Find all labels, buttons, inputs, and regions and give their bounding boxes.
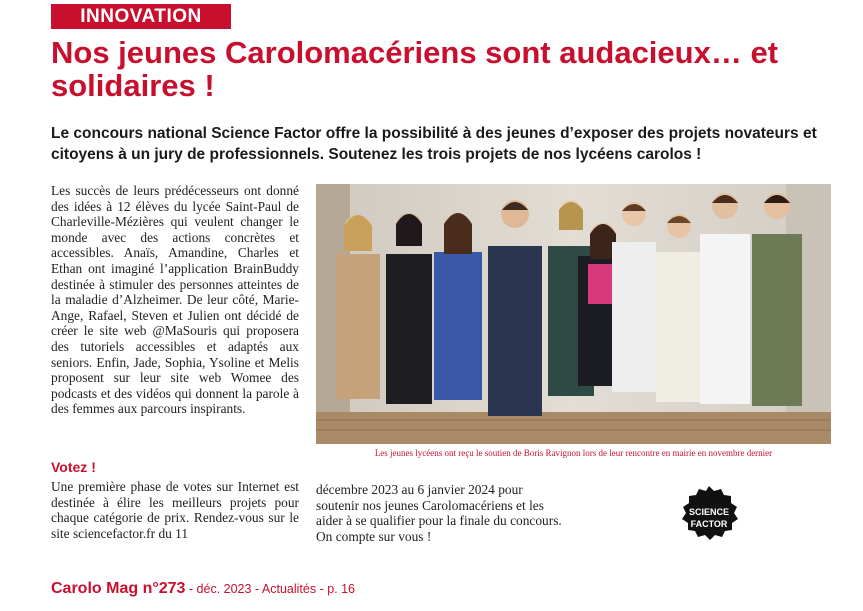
- footer-magazine: Carolo Mag n°273: [51, 580, 186, 597]
- footer-sep-2: -: [251, 582, 262, 596]
- article-title: Nos jeunes Carolomacériens sont audacieux… et solidaires !: [51, 35, 779, 103]
- footer-page: p. 16: [327, 582, 356, 596]
- page-footer: [51, 580, 355, 598]
- logo-text-line-1: SCIENCE: [688, 507, 730, 517]
- footer-date: déc. 2023: [196, 582, 252, 596]
- footer-section: Actualités: [261, 582, 317, 596]
- article-lead: Le concours national Science Factor offre la possibilité à des jeunes d’exposer des projets novateurs et citoyens à un jury de professionnels. Soutenez les trois projets de nos lycéens carolos !: [51, 125, 817, 163]
- group-photo-illustration: [316, 184, 831, 444]
- logo-text-line-2: FACTOR: [690, 519, 728, 529]
- group-photo: [316, 184, 831, 444]
- footer-sep-3: -: [316, 582, 328, 596]
- photo-caption: Les jeunes lycéens ont reçu le soutien de Boris Ravignon lors de leur rencontre en mairie en novembre dernier: [374, 448, 773, 458]
- vote-text-column-2: décembre 2023 au 6 janvier 2024 pour soutenir nos jeunes Carolomacériens et les aider à se qualifier pour la finale du concours. On compte sur vous !: [316, 482, 562, 544]
- vote-text-column-1: Une première phase de votes sur Internet est destinée à élire les meilleurs projets pour chaque catégorie de prix. Rendez-vous sur le site sciencefactor.fr du 11: [51, 479, 299, 541]
- section-tag: INNOVATION: [51, 4, 231, 29]
- footer-sep-1: -: [185, 582, 197, 596]
- science-factor-logo: [674, 484, 744, 550]
- article-body: Les succès de leurs prédécesseurs ont donné des idées à 12 élèves du lycée Saint-Paul de Charleville-Mézières qui veulent changer le monde avec des actions concrètes et accessibles. Anaïs, Amandine, Charles et Ethan ont imaginé l’application BrainBuddy destinée à stimuler des personnes atteintes de la maladie d’Alzheimer. De leur côté, Marie-Ange, Rafael, Steven et Julien ont décidé de créer le site web @MaSouris qui proposera des tutoriels accessibles et adaptés aux seniors. Enfin, Jade, Sophia, Ysoline et Melis proposent sur leur site web Womee des podcasts et des vidéos qui donnent la parole à des femmes aux parcours inspirants.: [51, 183, 299, 417]
- vote-heading: Votez !: [51, 459, 96, 475]
